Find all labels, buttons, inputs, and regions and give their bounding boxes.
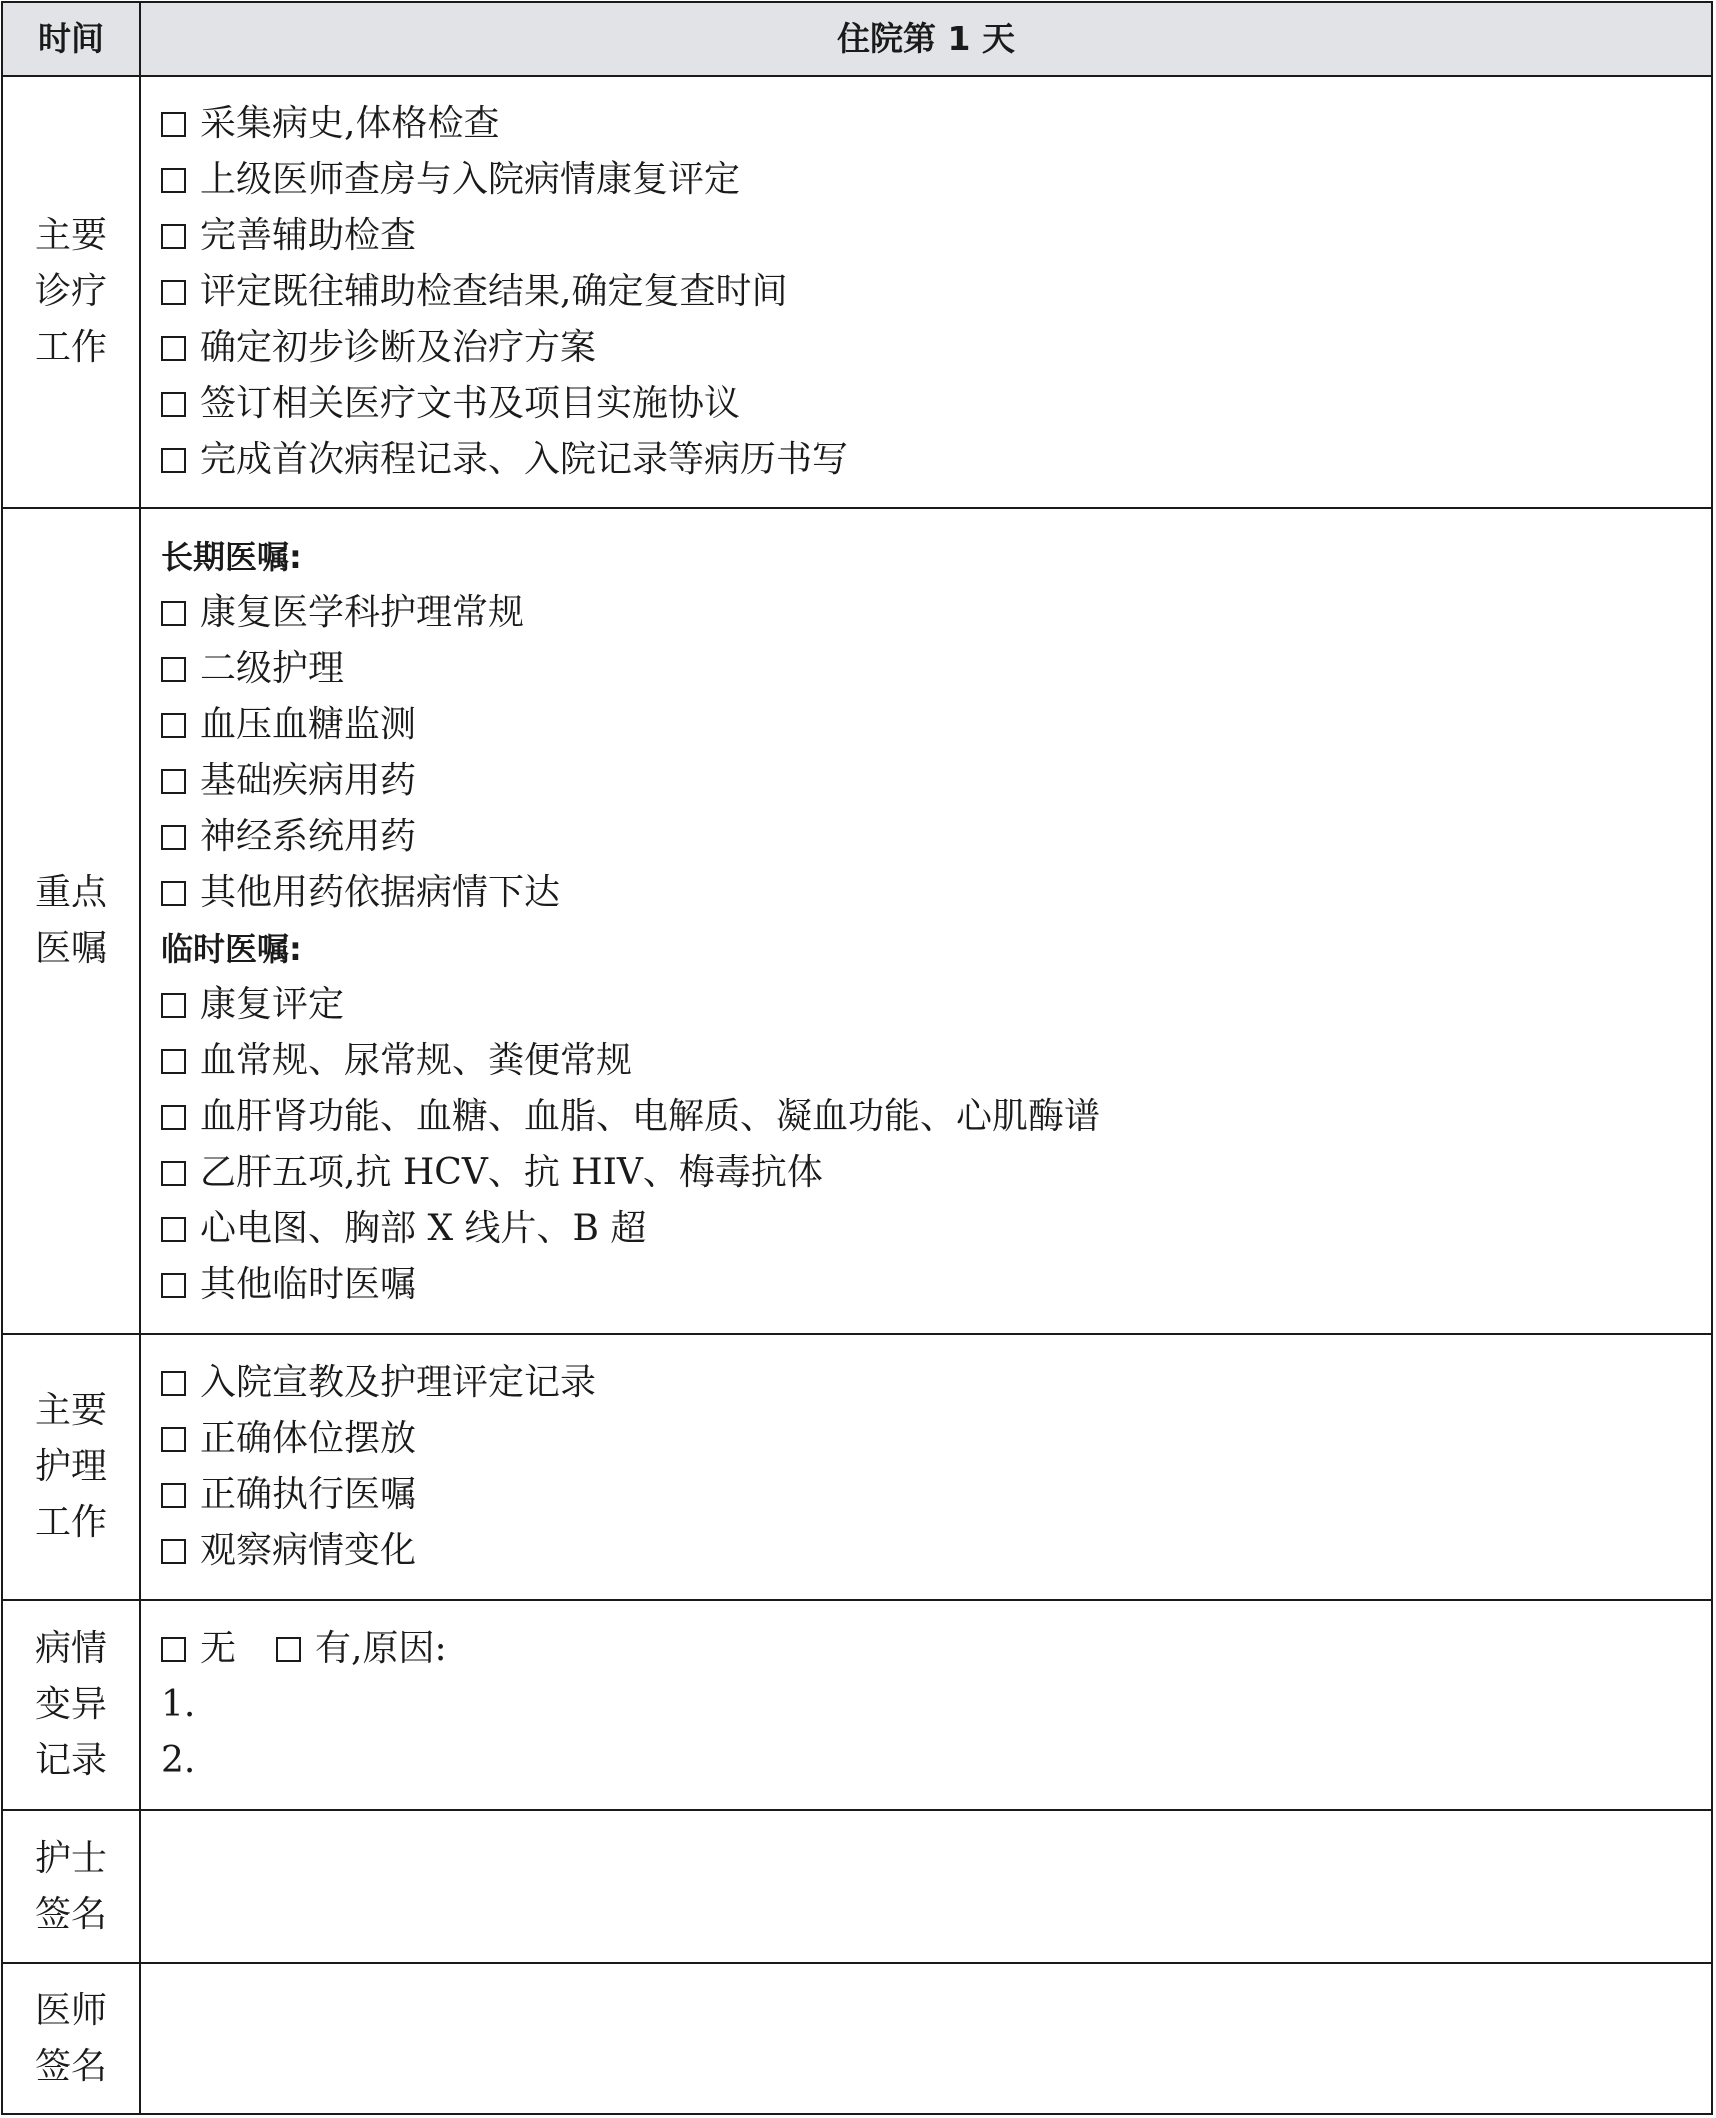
checkbox[interactable] (161, 336, 186, 361)
checklist-item (161, 753, 1711, 809)
row-content (141, 77, 1711, 507)
label-line: 签名 (34, 1893, 107, 1935)
row-label (3, 1964, 141, 2113)
row-content (141, 1601, 1711, 1809)
checklist-item (161, 585, 1711, 641)
clinical-pathway-table (1, 1, 1713, 2115)
checkbox[interactable] (161, 224, 186, 249)
checkbox[interactable] (161, 601, 186, 626)
label-line: 医嘱 (34, 928, 107, 969)
item-text: 血肝肾功能、血糖、血脂、电解质、凝血功能、心肌酶谱 (200, 1096, 1101, 1137)
option-yes-text: 有,原因: (315, 1628, 447, 1669)
temporary-orders-title: 临时医嘱: (161, 930, 302, 968)
label-line: 护理 (34, 1446, 107, 1487)
checkbox[interactable] (161, 713, 186, 738)
row-label (3, 1335, 141, 1599)
checkbox[interactable] (161, 657, 186, 682)
checklist-item (161, 1201, 1711, 1257)
label-line: 变异 (34, 1684, 107, 1725)
item-text: 上级医师查房与入院病情康复评定 (200, 159, 741, 200)
checklist-item (161, 152, 1711, 208)
checklist-item (161, 865, 1711, 921)
variation-options (161, 1621, 1711, 1677)
checkbox[interactable] (161, 1483, 186, 1508)
checkbox[interactable] (161, 448, 186, 473)
checkbox[interactable] (161, 1049, 186, 1074)
row-label (3, 77, 141, 507)
checklist-item (161, 1257, 1711, 1313)
checklist-item (161, 1411, 1711, 1467)
variation-line-2[interactable]: 2. (161, 1740, 196, 1781)
day-column-header (141, 3, 1711, 75)
checkbox[interactable] (161, 392, 186, 417)
checkbox-yes[interactable] (276, 1637, 301, 1662)
checkbox[interactable] (161, 112, 186, 137)
label-line: 重点 (34, 872, 107, 913)
item-text: 确定初步诊断及治疗方案 (200, 327, 597, 368)
checkbox[interactable] (161, 1427, 186, 1452)
row-variation-record (3, 1601, 1711, 1811)
label-line: 医师 (34, 1989, 107, 2031)
checklist-item (161, 264, 1711, 320)
day-header-text: 住院第 1 天 (837, 19, 1015, 58)
item-text: 评定既往辅助检查结果,确定复查时间 (200, 271, 788, 312)
item-text: 签订相关医疗文书及项目实施协议 (200, 383, 741, 424)
checklist-item (161, 1355, 1711, 1411)
variation-line-1[interactable]: 1. (161, 1684, 196, 1725)
item-text: 正确执行医嘱 (200, 1474, 417, 1515)
row-doctor-signature (3, 1964, 1711, 2113)
item-text: 正确体位摆放 (200, 1418, 417, 1459)
item-text: 神经系统用药 (200, 816, 417, 857)
item-text: 血常规、尿常规、粪便常规 (200, 1040, 633, 1081)
checkbox[interactable] (161, 168, 186, 193)
label-line: 主要 (34, 1390, 107, 1431)
checkbox[interactable] (161, 825, 186, 850)
checklist-item (161, 1145, 1711, 1201)
label-line: 工作 (34, 327, 107, 368)
row-main-nursing-work (3, 1335, 1711, 1601)
item-text: 基础疾病用药 (200, 760, 417, 801)
checkbox[interactable] (161, 1105, 186, 1130)
checkbox[interactable] (161, 881, 186, 906)
checkbox[interactable] (161, 1273, 186, 1298)
item-text: 其他用药依据病情下达 (200, 872, 561, 913)
option-none-text: 无 (200, 1628, 237, 1669)
checklist-item (161, 1523, 1711, 1579)
item-text: 完成首次病程记录、入院记录等病历书写 (200, 439, 849, 480)
checklist-item (161, 1033, 1711, 1089)
checklist-item (161, 977, 1711, 1033)
checkbox[interactable] (161, 1161, 186, 1186)
checkbox[interactable] (161, 1217, 186, 1242)
row-label (3, 1601, 141, 1809)
label-line: 诊疗 (34, 271, 107, 312)
row-key-medical-orders (3, 509, 1711, 1335)
time-column-header (3, 3, 141, 75)
checklist-item (161, 376, 1711, 432)
checklist-item (161, 697, 1711, 753)
item-text: 康复医学科护理常规 (200, 592, 525, 633)
checkbox[interactable] (161, 993, 186, 1018)
item-text: 观察病情变化 (200, 1530, 417, 1571)
item-text: 心电图、胸部 X 线片、B 超 (200, 1208, 647, 1249)
item-text: 康复评定 (200, 984, 345, 1025)
row-main-diagnosis-work (3, 77, 1711, 509)
item-text: 血压血糖监测 (200, 704, 417, 745)
label-line: 记录 (34, 1740, 107, 1781)
checkbox-none[interactable] (161, 1637, 186, 1662)
checklist-item (161, 96, 1711, 152)
row-nurse-signature (3, 1811, 1711, 1964)
item-text: 其他临时医嘱 (200, 1264, 417, 1305)
checklist-item (161, 432, 1711, 488)
label-line: 护士 (34, 1837, 107, 1879)
checkbox[interactable] (161, 280, 186, 305)
long-term-orders-title: 长期医嘱: (161, 538, 302, 576)
doctor-signature-field[interactable] (141, 1964, 1711, 2113)
checklist-item (161, 641, 1711, 697)
row-label (3, 1811, 141, 1962)
label-line: 主要 (34, 215, 107, 256)
checkbox[interactable] (161, 769, 186, 794)
checklist-item (161, 208, 1711, 264)
row-label (3, 509, 141, 1333)
checklist-item (161, 1089, 1711, 1145)
nurse-signature-field[interactable] (141, 1811, 1711, 1962)
checklist-item (161, 320, 1711, 376)
time-header-text: 时间 (38, 19, 104, 58)
label-line: 工作 (34, 1502, 107, 1543)
row-content (141, 509, 1711, 1333)
checklist-item (161, 809, 1711, 865)
row-content (141, 1335, 1711, 1599)
label-line: 签名 (34, 2045, 107, 2087)
checkbox[interactable] (161, 1371, 186, 1396)
checklist-item (161, 1467, 1711, 1523)
checkbox[interactable] (161, 1539, 186, 1564)
item-text: 二级护理 (200, 648, 345, 689)
item-text: 入院宣教及护理评定记录 (200, 1362, 597, 1403)
item-text: 乙肝五项,抗 HCV、抗 HIV、梅毒抗体 (200, 1152, 823, 1193)
item-text: 采集病史,体格检查 (200, 103, 500, 144)
item-text: 完善辅助检查 (200, 215, 417, 256)
label-line: 病情 (34, 1628, 107, 1669)
table-header-row (3, 3, 1711, 77)
